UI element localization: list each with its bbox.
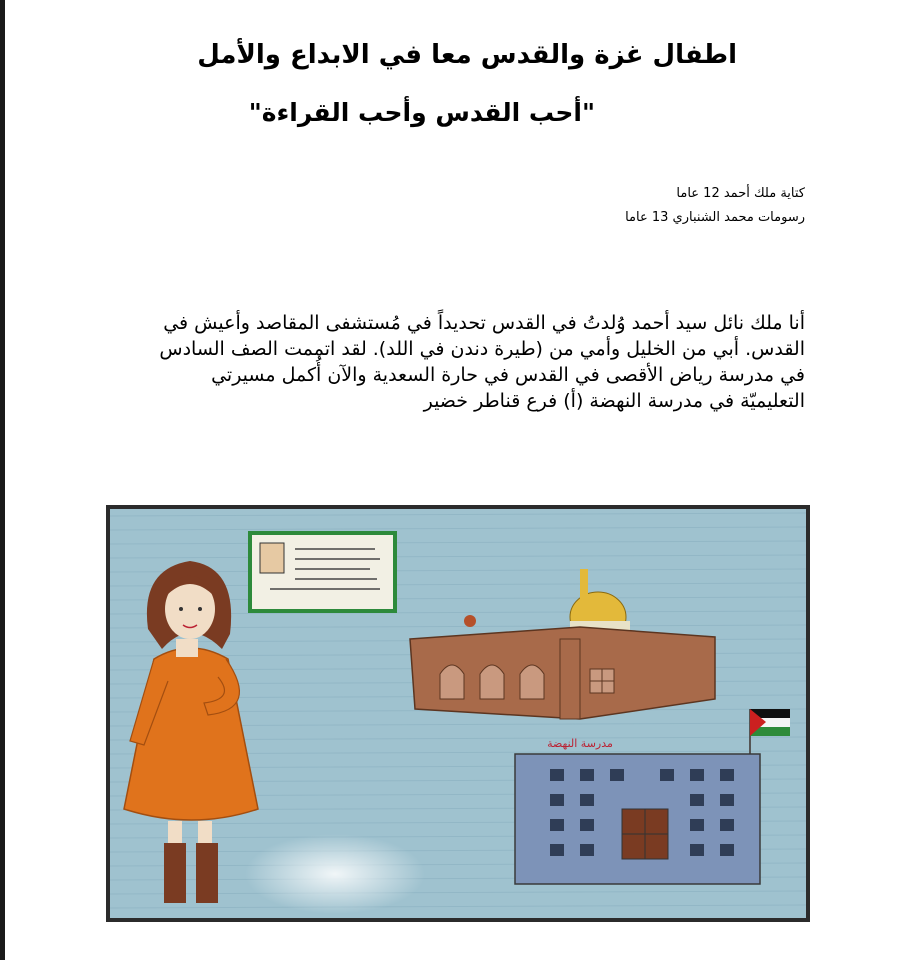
school-sign: مدرسة النهضة — [547, 737, 613, 750]
story-line: أنا ملك نائل سيد أحمد وُلدتُ في القدس تحديداً في مُستشفى المقاصد وأعيش في — [163, 312, 805, 334]
child-drawing — [106, 505, 810, 922]
id-card-drawing — [250, 533, 395, 611]
story-line: في مدرسة رياض الأقصى في القدس في حارة السعدية والآن أُكمل مسيرتي — [211, 364, 805, 386]
page-title: اطفال غزة والقدس معا في الابداع والأمل — [197, 40, 737, 70]
story-line: التعليميّة في مدرسة النهضة (أ) فرع قناطر خضير — [423, 390, 805, 412]
author-credit: كتاية ملك أحمد 12 عاما — [676, 186, 805, 201]
story-line: القدس. أبي من الخليل وأمي من (طيرة دندن في اللد). لقد اتممت الصف السادس — [159, 338, 805, 360]
story-paragraph — [105, 310, 805, 414]
illustrator-credit: رسومات محمد الشنباري 13 عاما — [625, 210, 805, 225]
page-edge — [0, 0, 5, 960]
photo-glare — [245, 834, 425, 914]
page-subtitle: "أحب القدس وأحب القراءة" — [248, 98, 595, 127]
